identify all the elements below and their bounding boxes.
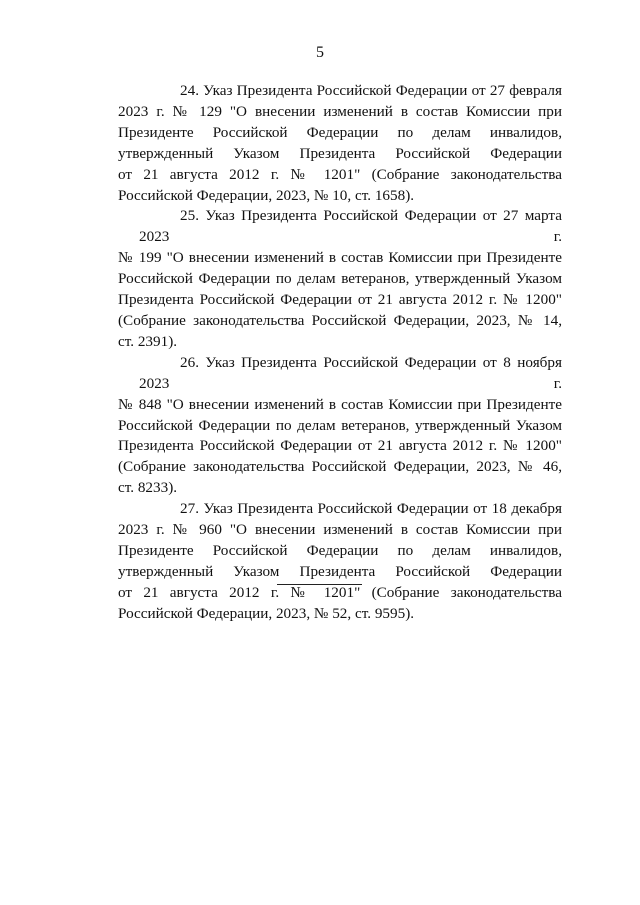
page-number: 5 — [316, 44, 324, 61]
list-item-25 — [77, 206, 562, 352]
text-line: (Собрание законодательства Российской Федерации, 2023, № 14, — [118, 311, 562, 329]
text-line: ст. 2391). — [118, 332, 178, 350]
text-line: 24. Указ Президента Российской Федерации от 27 февраля — [180, 82, 562, 99]
text-line: 27. Указ Президента Российской Федерации от 18 декабря — [180, 500, 562, 518]
text-line: 26. Указ Президента Российской Федерации от 8 ноября 2023 г. — [139, 353, 562, 392]
text-line: 2023 г. № 960 "О внесении изменений в состав Комиссии при — [118, 521, 562, 539]
text-line: Российской Федерации по делам ветеранов, утвержденный Указом — [118, 270, 562, 288]
text-line: утвержденный Указом Президента Российской Федерации — [118, 144, 562, 162]
text-line: Российской Федерации по делам ветеранов, утвержденный Указом — [118, 416, 562, 434]
text-line: Президента Российской Федерации от 21 августа 2012 г. № 1200" — [118, 291, 562, 309]
list-item-26 — [77, 353, 562, 499]
text-line: № 848 "О внесении изменений в состав Комиссии при Президенте — [118, 395, 562, 413]
document-body — [77, 81, 562, 625]
text-line: 25. Указ Президента Российской Федерации от 27 марта 2023 г. — [139, 207, 562, 246]
list-item-27 — [77, 499, 562, 624]
end-separator-line — [277, 584, 362, 585]
text-line: ст. 8233). — [118, 479, 178, 497]
text-line: утвержденный Указом Президента Российской Федерации — [118, 562, 562, 580]
text-line: Президенте Российской Федерации по делам инвалидов, — [118, 123, 562, 141]
text-line: № 199 "О внесении изменений в состав Комиссии при Президенте — [118, 249, 562, 267]
text-line: Российской Федерации, 2023, № 52, ст. 9595). — [118, 604, 415, 622]
text-line: от 21 августа 2012 г. № 1201" (Собрание законодательства — [118, 165, 562, 183]
text-line: Президента Российской Федерации от 21 августа 2012 г. № 1200" — [118, 437, 562, 455]
text-line: Российской Федерации, 2023, № 10, ст. 1658). — [118, 186, 415, 204]
list-item-24 — [77, 81, 562, 206]
text-line: 2023 г. № 129 "О внесении изменений в состав Комиссии при — [118, 102, 562, 120]
text-line: от 21 августа 2012 г. № 1201" (Собрание законодательства — [118, 583, 562, 601]
text-line: (Собрание законодательства Российской Федерации, 2023, № 46, — [118, 458, 562, 476]
text-line: Президенте Российской Федерации по делам инвалидов, — [118, 541, 562, 559]
